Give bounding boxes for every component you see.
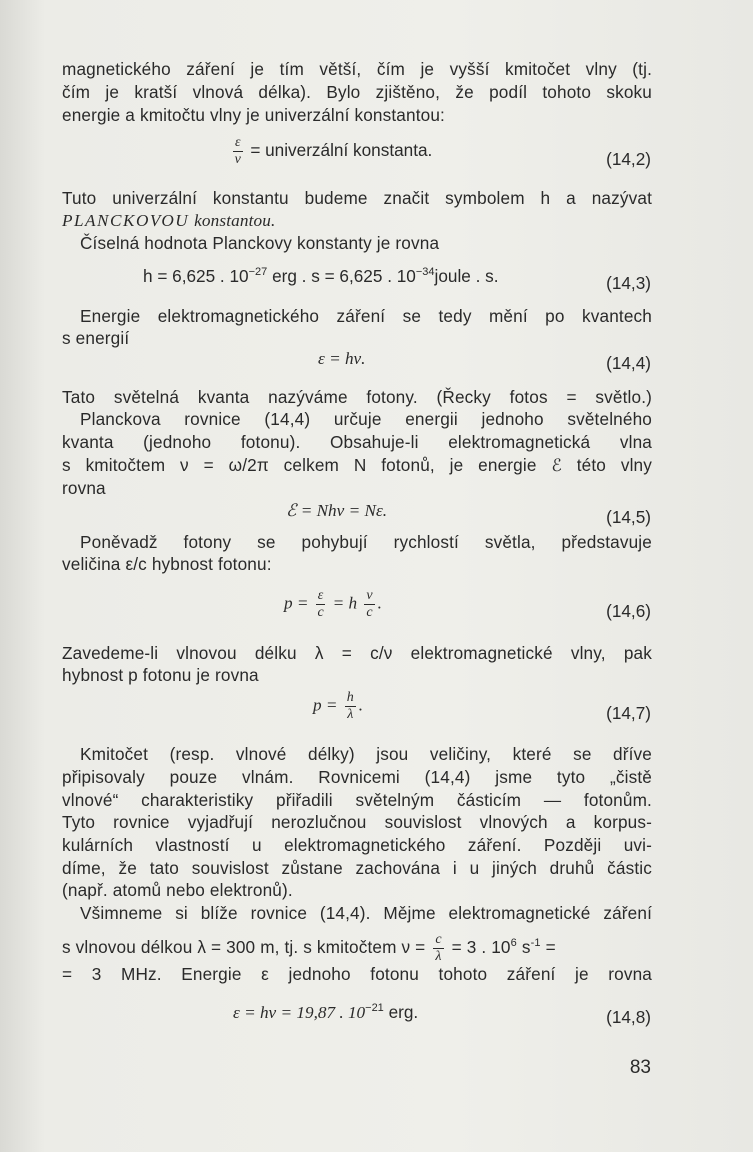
fraction-numerator: h bbox=[346, 690, 354, 705]
text-line: hybnost p fotonu je rovna bbox=[62, 665, 259, 685]
exponent: −34 bbox=[415, 266, 435, 278]
text-line: díme, že tato souvislost zůstane zachována i u jiných druhů částic bbox=[62, 858, 652, 878]
text-line: Zavedeme-li vlnovou délku λ = c/ν elektromagnetické vlny, pak bbox=[62, 643, 652, 663]
text-line: Tato světelná kvanta nazýváme fotony. (Řecky fotos = světlo.) bbox=[62, 387, 652, 407]
equation-text: . bbox=[377, 593, 382, 613]
page-number: 83 bbox=[629, 1057, 651, 1078]
fraction-numerator: ε bbox=[235, 135, 241, 150]
text-span: = 3 . 10 bbox=[451, 937, 511, 958]
text-line: veličina ε/c hybnost fotonu: bbox=[62, 554, 272, 574]
text-line: kulárních vlastností u elektromagnetického záření. Později uvi- bbox=[62, 835, 652, 855]
text-line: magnetického záření je tím větší, čím je vyšší kmitočet vlny (tj. bbox=[62, 59, 652, 79]
text-line: Poněvadž fotony se pohybují rychlostí světla, představuje bbox=[80, 532, 652, 552]
equation-14-5: ℰ = Nhν = Nε. bbox=[286, 501, 388, 520]
equation-text: p = bbox=[313, 695, 338, 715]
equation-14-8 bbox=[233, 1001, 418, 1024]
fraction-denominator: λ bbox=[435, 949, 442, 964]
exponent: -1 bbox=[530, 937, 541, 950]
fraction-numerator: ν bbox=[366, 588, 373, 603]
text-line: energie a kmitočtu vlny je univerzální konstantou: bbox=[62, 105, 445, 125]
equation-text: erg. bbox=[388, 1002, 419, 1022]
exponent: −27 bbox=[248, 266, 268, 278]
equation-14-2 bbox=[230, 135, 432, 168]
text-line: připisovaly pouze vlnám. Rovnicemi (14,4) jsme tyto „čistě bbox=[62, 767, 652, 787]
equation-number: (14,3) bbox=[606, 273, 651, 293]
fraction-denominator: c bbox=[366, 605, 373, 620]
fraction-numerator: ε bbox=[317, 588, 324, 603]
equation-text: . bbox=[358, 695, 364, 715]
text-line bbox=[62, 932, 652, 965]
fraction-denominator: ν bbox=[234, 152, 241, 167]
equation-text: h = 6,625 . 10 bbox=[143, 266, 249, 286]
text-line: s energií bbox=[62, 328, 130, 348]
text-line: = 3 MHz. Energie ε jednoho fotonu tohoto záření je rovna bbox=[62, 964, 652, 984]
text-span: s vlnovou délkou λ = 300 m, tj. s kmitočtem ν = bbox=[62, 937, 426, 958]
equation-text: p = bbox=[284, 593, 309, 613]
exponent: 6 bbox=[510, 937, 517, 950]
equation-number: (14,5) bbox=[606, 507, 651, 527]
text-line: Tuto univerzální konstantu budeme značit symbolem h a nazývat bbox=[62, 188, 652, 208]
equation-number: (14,6) bbox=[606, 601, 651, 621]
text-line: Všimneme si blíže rovnice (14,4). Mějme elektromagnetické záření bbox=[80, 903, 652, 923]
text-line: Planckova rovnice (14,4) určuje energii jednoho světelného bbox=[80, 409, 652, 429]
text-line: vlnové“ charakteristiky přiřadili světelným částicím — fotonům. bbox=[62, 790, 652, 810]
fraction-denominator: c bbox=[317, 605, 324, 620]
equation-number: (14,7) bbox=[606, 703, 651, 723]
emphasis-text: PLANCKOVOU bbox=[62, 211, 190, 230]
text-line: Energie elektromagnetického záření se tedy mění po kvantech bbox=[80, 306, 652, 326]
equation-text: = h bbox=[332, 593, 358, 613]
equation-number: (14,4) bbox=[606, 353, 651, 373]
equation-14-4: ε = hν. bbox=[318, 349, 366, 368]
equation-text: joule . s. bbox=[434, 266, 499, 286]
text-line bbox=[62, 209, 652, 232]
emphasis-text: konstantou. bbox=[194, 211, 276, 230]
equation-text: ε = hν = 19,87 . 10 bbox=[233, 1003, 366, 1022]
text-line: Kmitočet (resp. vlnové délky) jsou veličiny, které se dříve bbox=[80, 744, 652, 764]
text-span: s bbox=[521, 937, 531, 958]
fraction-denominator: λ bbox=[347, 707, 354, 722]
equation-number: (14,2) bbox=[606, 149, 651, 169]
equation-14-7 bbox=[313, 690, 363, 723]
text-line: (např. atomů nebo elektronů). bbox=[62, 880, 293, 900]
text-line: rovna bbox=[62, 478, 106, 498]
text-line: s kmitočtem ν = ω/2π celkem N fotonů, je energie ℰ této vlny bbox=[62, 455, 652, 475]
equation-14-6 bbox=[284, 588, 382, 621]
text-line: kvanta (jednoho fotonu). Obsahuje-li elektromagnetická vlna bbox=[62, 432, 652, 452]
text-span: = bbox=[545, 937, 556, 958]
text-line: Tyto rovnice vyjadřují nerozlučnou souvislost vlnových a korpus- bbox=[62, 812, 652, 832]
equation-text: = univerzální konstanta. bbox=[250, 140, 433, 161]
exponent: −21 bbox=[365, 1002, 384, 1014]
text-line: Číselná hodnota Planckovy konstanty je rovna bbox=[80, 233, 440, 253]
equation-text: erg . s = 6,625 . 10 bbox=[272, 266, 416, 286]
equation-number: (14,8) bbox=[606, 1007, 651, 1027]
fraction-numerator: c bbox=[435, 932, 442, 947]
text-line: čím je kratší vlnová délka). Bylo zjištěno, že podíl tohoto skoku bbox=[62, 82, 652, 102]
equation-14-3 bbox=[143, 265, 499, 287]
